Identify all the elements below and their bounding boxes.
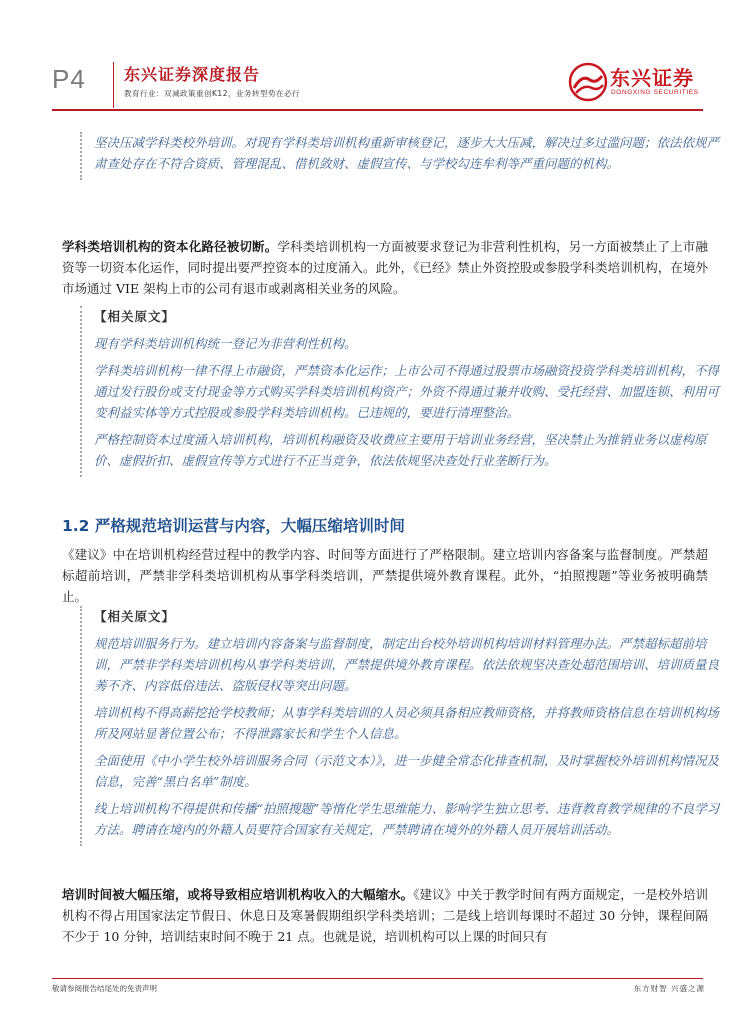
header-divider	[113, 62, 114, 108]
quote-block-2	[80, 306, 724, 477]
quote-text: 坚决压减学科类校外培训。对现有学科类培训机构重新审核登记，逐步大大压减，解决过多过滥问题；依法依规严肃查处存在不符合资质、管理混乱、借机敛财、虚假宣传、与学校勾连牟利等严重问题的机构。	[94, 135, 720, 171]
paragraph-capitalization	[62, 236, 708, 299]
footer-rule	[52, 978, 703, 979]
footer-slogan: 东方财智 兴盛之源	[633, 984, 705, 993]
page-number: P4	[52, 64, 86, 94]
quote-item: 全面使用《中小学生校外培训服务合同（示范文本）》，进一步健全常态化排查机制，及时掌握校外培训机构情况及信息，完善“黑白名单”制度。	[94, 753, 720, 789]
logo-mark-icon	[568, 62, 608, 102]
quote-item: 规范培训服务行为。建立培训内容备案与监督制度，制定出台校外培训机构培训材料管理办法。严禁超标超前培训，严禁非学科类培训机构从事学科类培训，严禁提供境外教育课程。依法依规坚决查处超范围培训、培训质量良莠不齐、内容低俗违法、盗版侵权等突出问题。	[94, 636, 720, 693]
quote-item: 培训机构不得高薪挖抢学校教师；从事学科类培训的人员必须具备相应教师资格，并将教师资格信息在培训机构场所及网站显著位置公布；不得泄露家长和学生个人信息。	[94, 705, 720, 741]
paragraph-training-time	[62, 884, 708, 947]
quote-heading: 【相关原文】	[94, 309, 176, 324]
logo-english-name: DONGXING SECURITIES	[611, 89, 699, 96]
logo-chinese-name: 东兴证券	[610, 66, 694, 90]
company-logo	[568, 62, 708, 104]
quote-item: 线上培训机构不得提供和传播“拍照搜题”等惰化学生思维能力、影响学生独立思考、违背教育教学规律的不良学习方法。聘请在境内的外籍人员要符合国家有关规定，严禁聘请在境外的外籍人员开展培训活动。	[94, 801, 720, 837]
paragraph-body: 《建议》中关于教学时间有两方面规定，一是校外培训机构不得占用国家法定节假日、休息日及寒暑假期组织学科类培训；二是线上培训每课时不超过 30 分钟，课程间隔不少于 10 分钟，培训结束时间不晚于 21 点。也就是说，培训机构可以上课的时间只有	[62, 887, 708, 944]
quote-item: 严格控制资本过度涌入培训机构，培训机构融资及收费应主要用于培训业务经营，坚决禁止为推销业务以虚构原价、虚假折扣、虚假宣传等方式进行不正当竞争，依法依规坚决查处行业垄断行为。	[94, 432, 707, 468]
paragraph-body: 《建议》中在培训机构经营过程中的教学内容、时间等方面进行了严格限制。建立培训内容备案与监督制度。严禁超标超前培训，严禁非学科类培训机构从事学科类培训，严禁提供境外教育课程。此外，“拍照搜题”等业务被明确禁止。	[62, 547, 708, 604]
quote-block-3	[80, 606, 724, 846]
quote-item: 现有学科类培训机构统一登记为非营利性机构。	[94, 336, 357, 351]
report-subtitle: 教育行业：双减政策重创K12，业务转型势在必行	[124, 89, 300, 98]
paragraph-body: 学科类培训机构一方面被要求登记为非营利性机构，另一方面被禁止了上市融资等一切资本化运作，同时提出要严控资本的过度涌入。此外，《已经》禁止外资控股或参股学科类培训机构，在境外市场通过 VIE 架构上市的公司有退市或剥离相关业务的风险。	[62, 239, 708, 296]
quote-block-1	[80, 132, 724, 180]
paragraph-lead: 学科类培训机构的资本化路径被切断。	[62, 239, 278, 254]
quote-heading: 【相关原文】	[94, 609, 176, 624]
quote-item: 学科类培训机构一律不得上市融资，严禁资本化运作；上市公司不得通过股票市场融资投资学科类培训机构，不得通过发行股份或支付现金等方式购买学科类培训机构资产；外资不得通过兼并收购、受托经营、加盟连锁、利用可变利益实体等方式控股或参股学科类培训机构。已违规的，要进行清理整治。	[94, 363, 720, 420]
section-heading: 1.2 严格规范培训运营与内容，大幅压缩培训时间	[62, 517, 405, 535]
paragraph-operations	[62, 544, 708, 607]
header-rule	[52, 109, 703, 111]
report-title: 东兴证券深度报告	[124, 65, 261, 84]
footer-disclaimer: 敬请参阅报告结尾处的免责声明	[52, 984, 157, 993]
paragraph-lead: 培训时间被大幅压缩，或将导致相应培训机构收入的大幅缩水。	[62, 887, 414, 902]
